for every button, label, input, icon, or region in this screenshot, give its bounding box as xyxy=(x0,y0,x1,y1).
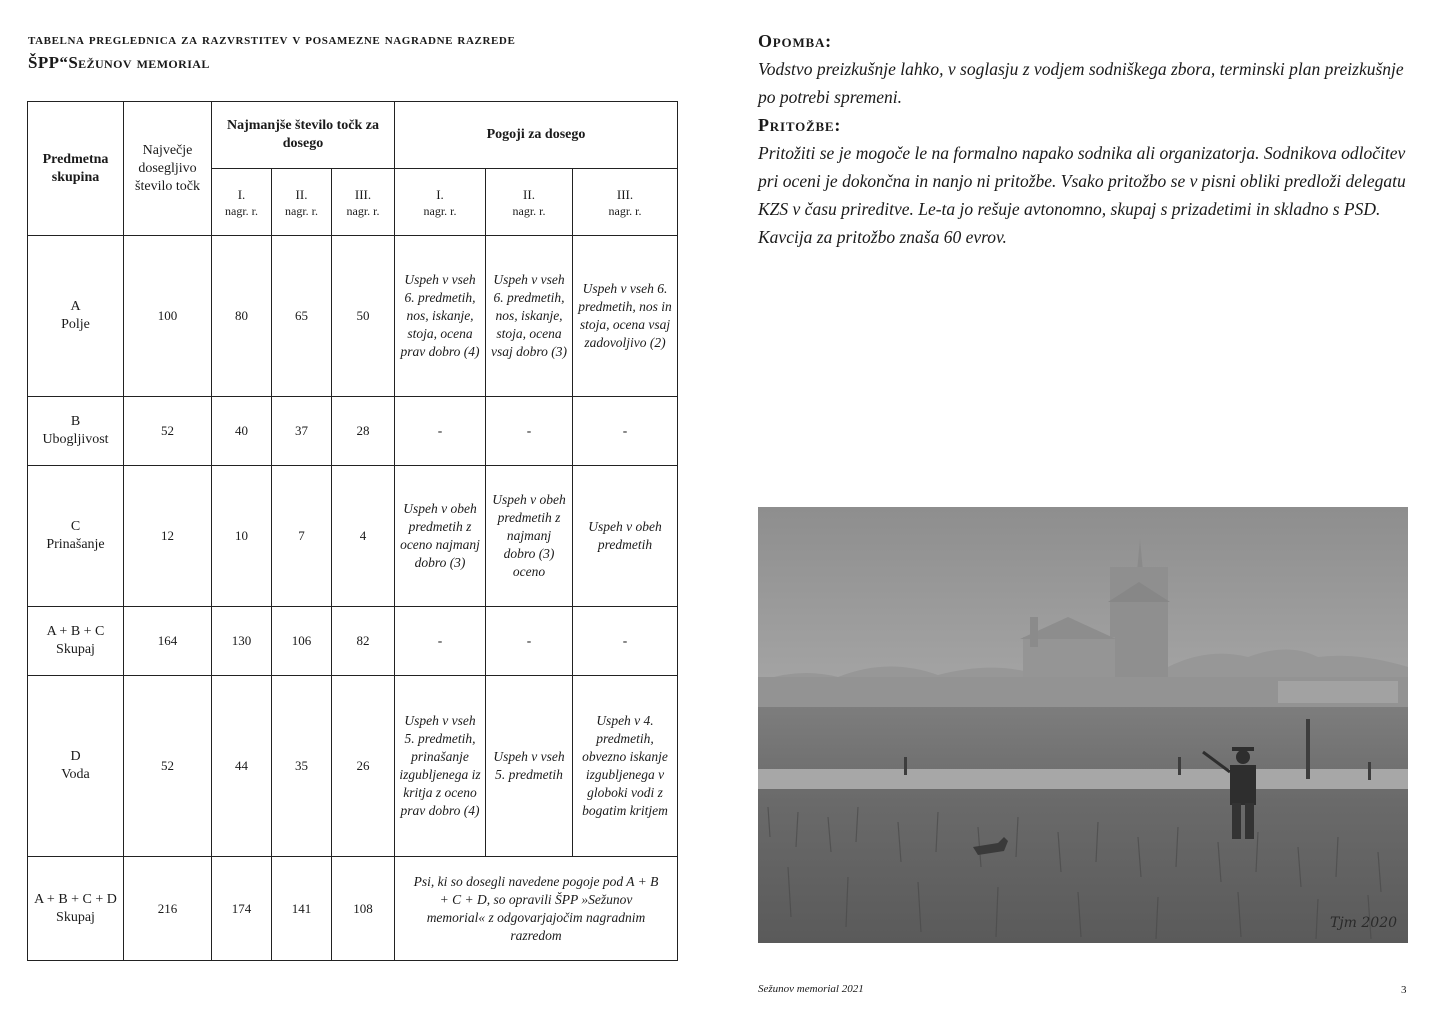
min-2-cell: 65 xyxy=(272,236,332,397)
table-row xyxy=(28,397,678,466)
group-cell: A + B + C Skupaj xyxy=(28,607,124,676)
min-1-cell: 174 xyxy=(212,857,272,961)
subheader-cond-1: I. nagr. r. xyxy=(395,169,486,236)
footer-publication: Sežunov memorial 2021 xyxy=(758,983,864,995)
header-group: Predmetna skupina xyxy=(28,102,124,236)
document-subtitle: ŠPP“Sežunov memorial xyxy=(28,53,210,72)
cond-3-cell: Uspeh v vseh 6. predmetih, nos in stoja, ocena vsaj zadovoljivo (2) xyxy=(573,236,678,397)
max-cell: 52 xyxy=(124,397,212,466)
subheader-min-1: I. nagr. r. xyxy=(212,169,272,236)
min-3-cell: 108 xyxy=(332,857,395,961)
max-cell: 216 xyxy=(124,857,212,961)
table-row-total xyxy=(28,857,678,961)
table-row xyxy=(28,236,678,397)
subheader-cond-3: III. nagr. r. xyxy=(573,169,678,236)
min-2-cell: 106 xyxy=(272,607,332,676)
landscape-painting xyxy=(758,507,1408,943)
max-cell: 12 xyxy=(124,466,212,607)
max-cell: 52 xyxy=(124,676,212,857)
subheader-min-2: II. nagr. r. xyxy=(272,169,332,236)
header-row xyxy=(28,102,678,169)
cond-2-cell: Uspeh v vseh 5. predmetih xyxy=(486,676,573,857)
min-3-cell: 28 xyxy=(332,397,395,466)
opomba-heading: Opomba: xyxy=(758,31,832,51)
cond-3-cell: - xyxy=(573,397,678,466)
classification-table xyxy=(27,101,678,961)
cond-3-cell: Uspeh v 4. predmetih, obvezno iskanje izgubljenega v globoki vodi z bogatim kritjem xyxy=(573,676,678,857)
table-row xyxy=(28,466,678,607)
opomba-text: Vodstvo preizkušnje lahko, v soglasju z vodjem sodniškega zbora, terminski plan preizkušnje po potrebi spremeni. xyxy=(758,59,1404,107)
group-cell: A Polje xyxy=(28,236,124,397)
cond-2-cell: - xyxy=(486,397,573,466)
min-3-cell: 50 xyxy=(332,236,395,397)
min-3-cell: 4 xyxy=(332,466,395,607)
header-max-points: Največje dosegljivo število točk xyxy=(124,102,212,236)
painting-signature: Tjm 2020 xyxy=(1330,915,1398,931)
header-conditions: Pogoji za dosego xyxy=(395,102,678,169)
min-1-cell: 10 xyxy=(212,466,272,607)
cond-2-cell: Uspeh v obeh predmetih z najmanj dobro (3) oceno xyxy=(486,466,573,607)
min-2-cell: 141 xyxy=(272,857,332,961)
subheader-cond-2: II. nagr. r. xyxy=(486,169,573,236)
cond-1-cell: Uspeh v vseh 6. predmetih, nos, iskanje, stoja, ocena prav dobro (4) xyxy=(395,236,486,397)
cond-1-cell: Uspeh v vseh 5. predmetih, prinašanje izgubljenega iz kritja z oceno prav dobro (4) xyxy=(395,676,486,857)
total-note-cell: Psi, ki so dosegli navedene pogoje pod A + B + C + D, so opravili ŠPP »Sežunov memorial« z odgovarjajočim nagradnim razredom xyxy=(395,857,678,961)
cond-1-cell: Uspeh v obeh predmetih z oceno najmanj dobro (3) xyxy=(395,466,486,607)
table-row xyxy=(28,676,678,857)
pritozbe-text: Pritožiti se je mogoče le na formalno napako sodnika ali organizatorja. Sodnikova odločitev pri oceni je dokončna in nanjo ni pritožbe. Vsako pritožbo se v pisni obliki predloži delegatu KZS v času prireditve. Le-ta jo rešuje avtonomno, skupaj s prizadetimi in skladno s PSD. Kavcija za pritožbo znaša 60 evrov. xyxy=(758,143,1406,247)
group-cell: D Voda xyxy=(28,676,124,857)
cond-2-cell: Uspeh v vseh 6. predmetih, nos, iskanje, stoja, ocena vsaj dobro (3) xyxy=(486,236,573,397)
min-2-cell: 35 xyxy=(272,676,332,857)
painting-illustration xyxy=(758,507,1408,943)
min-2-cell: 37 xyxy=(272,397,332,466)
cond-2-cell: - xyxy=(486,607,573,676)
min-3-cell: 26 xyxy=(332,676,395,857)
min-3-cell: 82 xyxy=(332,607,395,676)
table-row xyxy=(28,607,678,676)
min-1-cell: 80 xyxy=(212,236,272,397)
max-cell: 100 xyxy=(124,236,212,397)
min-1-cell: 40 xyxy=(212,397,272,466)
cond-1-cell: - xyxy=(395,397,486,466)
min-1-cell: 44 xyxy=(212,676,272,857)
cond-3-cell: Uspeh v obeh predmetih xyxy=(573,466,678,607)
page-number: 3 xyxy=(1401,984,1407,996)
min-1-cell: 130 xyxy=(212,607,272,676)
header-min-points: Najmanjše število točk za dosego xyxy=(212,102,395,169)
cond-3-cell: - xyxy=(573,607,678,676)
pritozbe-heading: Pritožbe: xyxy=(758,115,842,135)
group-cell: A + B + C + D Skupaj xyxy=(28,857,124,961)
cond-1-cell: - xyxy=(395,607,486,676)
group-cell: B Ubogljivost xyxy=(28,397,124,466)
max-cell: 164 xyxy=(124,607,212,676)
min-2-cell: 7 xyxy=(272,466,332,607)
subheader-min-3: III. nagr. r. xyxy=(332,169,395,236)
document-title: tabelna preglednica za razvrstitev v posamezne nagradne razrede xyxy=(28,32,516,48)
group-cell: C Prinašanje xyxy=(28,466,124,607)
